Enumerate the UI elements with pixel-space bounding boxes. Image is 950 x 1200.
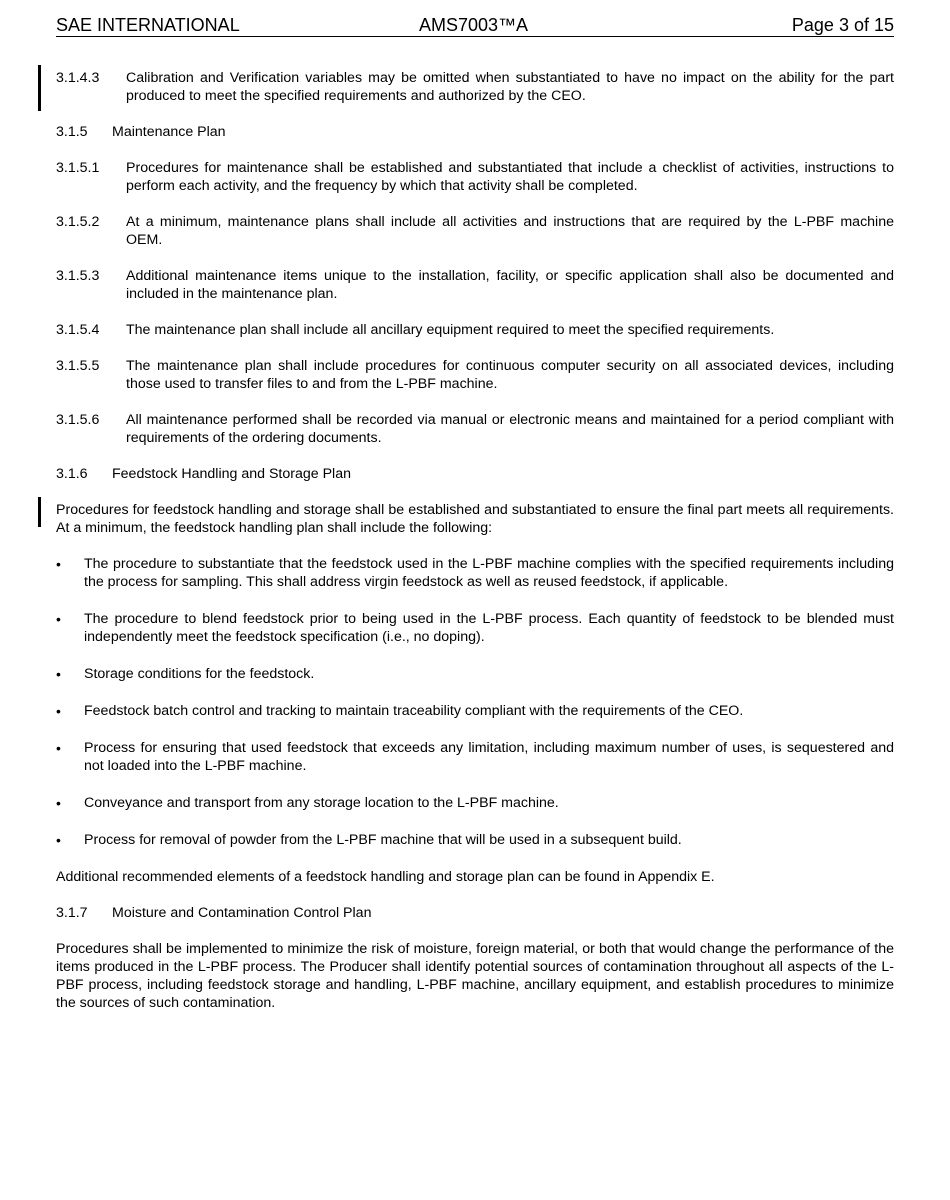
section-3-1-5-4: [56, 321, 894, 339]
section-3-1-7-text: [56, 940, 894, 1012]
section-text: The maintenance plan shall include procedures for continuous computer security on all associated devices, including those used to transfer files to and from the L-PBF machine.: [126, 358, 894, 392]
bullet-icon: •: [56, 556, 61, 572]
section-3-1-4-3: [56, 69, 894, 105]
list-item-text: Process for removal of powder from the L-PBF machine that will be used in a subsequent build.: [84, 832, 682, 848]
section-number: 3.1.5.6: [56, 412, 100, 428]
section-3-1-6-intro: [56, 501, 894, 537]
section-number: 3.1.5.3: [56, 268, 100, 284]
section-number: 3.1.5.1: [56, 160, 100, 176]
section-3-1-6-heading: [56, 465, 894, 483]
change-bar: [38, 497, 41, 527]
section-number: 3.1.7: [56, 905, 88, 921]
header-page-number: Page 3 of 15: [791, 15, 894, 35]
list-item-text: The procedure to substantiate that the feedstock used in the L-PBF machine complies with the specified requirements including the process for sampling. This shall address virgin feedstock as well as reused feedstock, if applicable.: [84, 556, 894, 590]
section-3-1-6-closing: [56, 868, 894, 886]
section-3-1-5-1: [56, 159, 894, 195]
section-3-1-5-2: [56, 213, 894, 249]
section-number: 3.1.5.5: [56, 358, 100, 374]
list-item: [56, 665, 894, 683]
list-item-text: The procedure to blend feedstock prior to being used in the L-PBF process. Each quantity of feedstock to be blended must independently meet the feedstock specification (i.e., no doping).: [84, 611, 894, 645]
section-number: 3.1.5: [56, 124, 88, 140]
list-item-text: Process for ensuring that used feedstock that exceeds any limitation, including maximum number of uses, is sequestered and not loaded into the L-PBF machine.: [84, 740, 894, 774]
section-number: 3.1.4.3: [56, 70, 100, 86]
header-doc-id: AMS7003™A: [419, 15, 529, 35]
section-3-1-5-5: [56, 357, 894, 393]
bullet-icon: •: [56, 795, 61, 811]
section-text: All maintenance performed shall be recorded via manual or electronic means and maintained for a period compliant with requirements of the ordering documents.: [126, 412, 894, 446]
intro-text: Procedures for feedstock handling and storage shall be established and substantiated to ensure the final part meets all requirements. At a minimum, the feedstock handling plan shall include the following:: [56, 502, 894, 536]
list-item: [56, 610, 894, 646]
list-item: [56, 794, 894, 812]
section-3-1-7-heading: [56, 904, 894, 922]
section-number: 3.1.5.4: [56, 322, 100, 338]
list-item: [56, 831, 894, 849]
change-bar: [38, 65, 41, 111]
document-body: [56, 69, 894, 1030]
bullet-icon: •: [56, 703, 61, 719]
list-item: [56, 702, 894, 720]
closing-text: Additional recommended elements of a feedstock handling and storage plan can be found in Appendix E.: [56, 869, 715, 885]
section-text: Procedures shall be implemented to minimize the risk of moisture, foreign material, or both that would change the performance of the items produced in the L-PBF process. The Producer shall identify potential sources of contamination throughout all aspects of the L-PBF process, including feedstock storage and handling, L-PBF machine, ancillary equipment, and establish procedures to minimize the sources of such contamination.: [56, 941, 894, 1011]
list-item: [56, 555, 894, 591]
section-number: 3.1.6: [56, 466, 88, 482]
section-text: At a minimum, maintenance plans shall include all activities and instructions that are required by the L-PBF machine OEM.: [126, 214, 894, 248]
section-text: Additional maintenance items unique to the installation, facility, or specific application shall also be documented and included in the maintenance plan.: [126, 268, 894, 302]
list-item-text: Storage conditions for the feedstock.: [84, 666, 315, 682]
section-3-1-5-6: [56, 411, 894, 447]
bullet-icon: •: [56, 611, 61, 627]
section-text: Calibration and Verification variables may be omitted when substantiated to have no impact on the ability for the part produced to meet the specified requirements and authorized by the CEO.: [126, 70, 894, 104]
section-text: The maintenance plan shall include all ancillary equipment required to meet the specified requirements.: [126, 322, 775, 338]
section-text: Procedures for maintenance shall be established and substantiated that include a checklist of activities, instructions to perform each activity, and the frequency by which that activity shall be completed.: [126, 160, 894, 194]
list-item: [56, 739, 894, 775]
bullet-icon: •: [56, 666, 61, 682]
section-number: 3.1.5.2: [56, 214, 100, 230]
header-org: SAE INTERNATIONAL: [56, 15, 240, 35]
section-title: Moisture and Contamination Control Plan: [112, 905, 372, 921]
page-header: [56, 15, 894, 37]
section-3-1-5-3: [56, 267, 894, 303]
list-item-text: Feedstock batch control and tracking to maintain traceability compliant with the requirements of the CEO.: [84, 703, 744, 719]
bullet-icon: •: [56, 832, 61, 848]
section-title: Maintenance Plan: [112, 124, 226, 140]
list-item-text: Conveyance and transport from any storage location to the L-PBF machine.: [84, 795, 559, 811]
section-3-1-5-heading: [56, 123, 894, 141]
bullet-icon: •: [56, 740, 61, 756]
section-title: Feedstock Handling and Storage Plan: [112, 466, 351, 482]
